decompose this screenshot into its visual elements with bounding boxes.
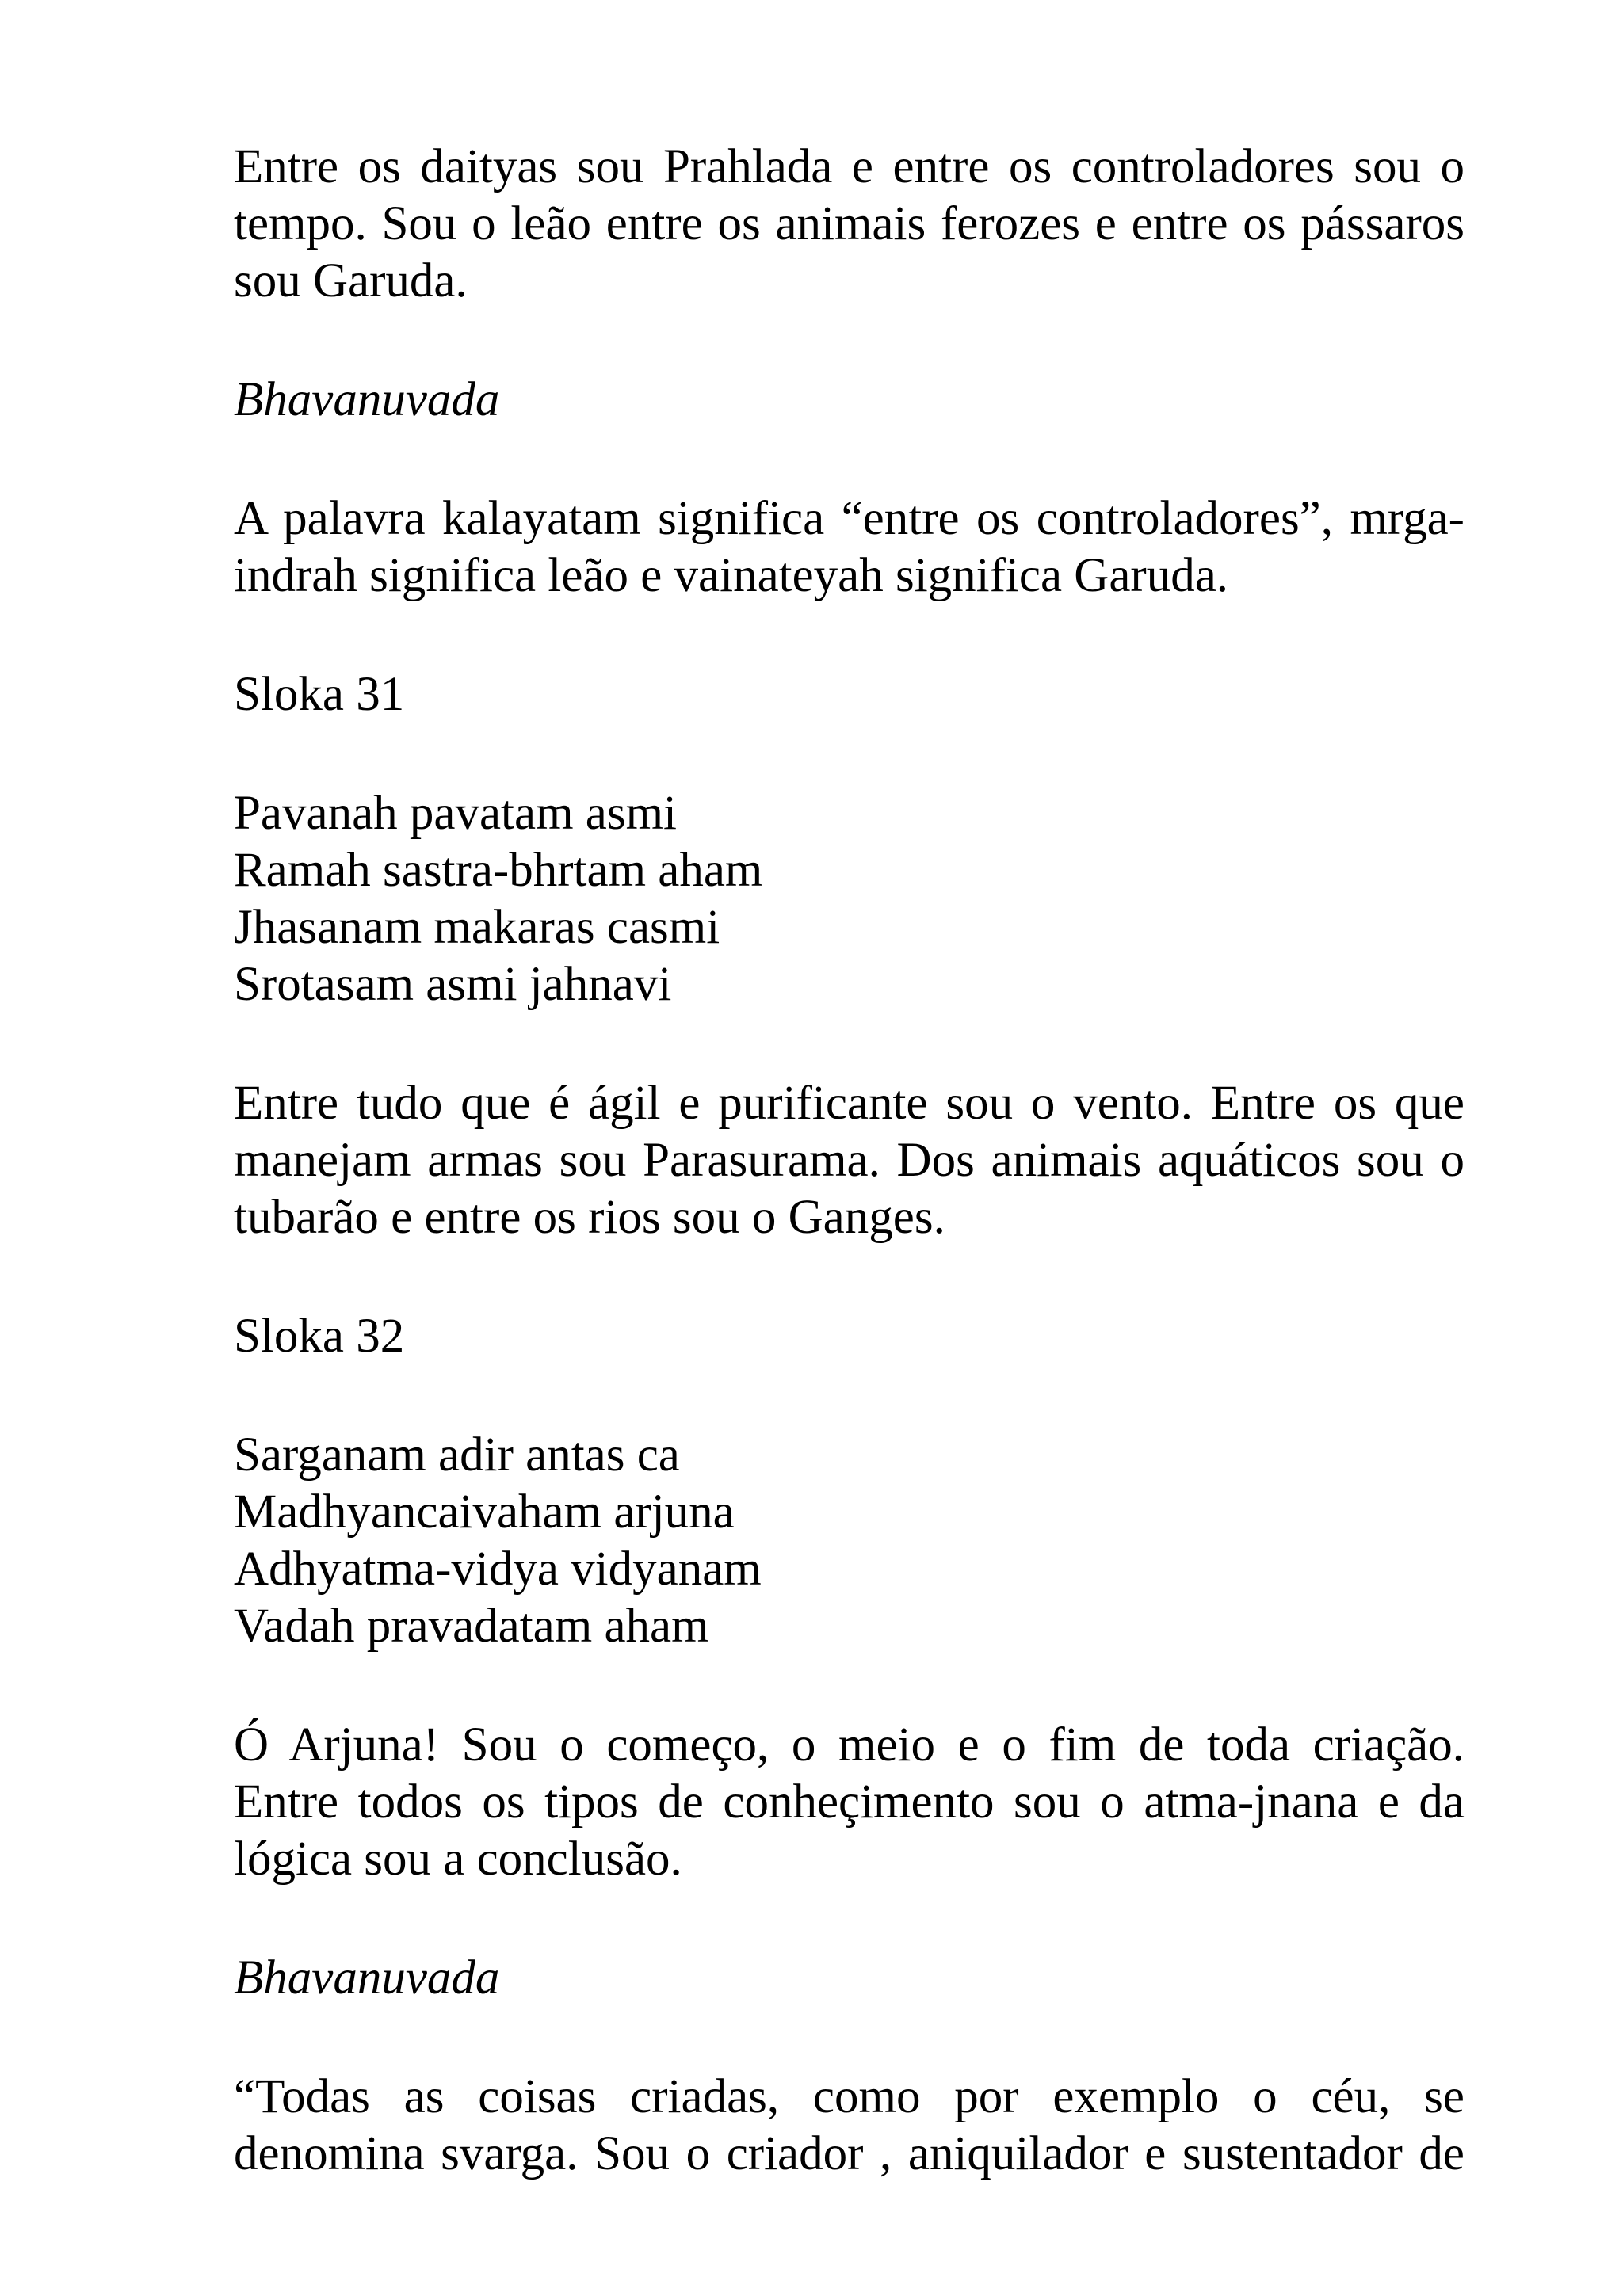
sloka-32-verse [234,1427,1465,1655]
text-line: Entre todos os tipos de conheçimento sou o atma-jnana e da [234,1775,1465,1829]
text-line: A palavra kalayatam significa “entre os controladores”, mrga- [234,492,1465,545]
verse-line: Pavanah pavatam asmi [234,787,677,840]
paragraph-svarga [234,2069,1465,2183]
sloka-32-translation [234,1717,1465,1888]
sloka-31-label [234,666,1465,723]
sloka-31-translation [234,1075,1465,1246]
verse-line: Sarganam adir antas ca [234,1428,680,1482]
text-line: denomina svarga. Sou o criador , aniquilador e sustentador de [234,2127,1465,2180]
sloka-31-verse [234,785,1465,1013]
heading-text: Bhavanuvada [234,373,500,426]
sloka-label-text: Sloka 32 [234,1310,405,1363]
verse-line: Vadah pravadatam aham [234,1600,709,1653]
sloka-32-label [234,1308,1465,1365]
paragraph-kalayatam [234,490,1465,605]
section-heading-bhavanuvada [234,1950,1465,2007]
text-line: Entre os daityas sou Prahlada e entre os controladores sou o [234,140,1465,193]
verse-line: Adhyatma-vidya vidyanam [234,1543,762,1596]
text-line: sou Garuda. [234,254,468,307]
verse-line: Ramah sastra-bhrtam aham [234,844,763,897]
verse-line: Jhasanam makaras casmi [234,901,720,954]
section-heading-bhavanuvada [234,372,1465,429]
text-line: manejam armas sou Parasurama. Dos animais aquáticos sou o [234,1134,1465,1187]
verse-line: Madhyancaivaham arjuna [234,1486,735,1539]
text-line: tempo. Sou o leão entre os animais ferozes e entre os pássaros [234,197,1465,250]
verse-line: Srotasam asmi jahnavi [234,958,672,1011]
text-line: indrah significa leão e vainateyah significa Garuda. [234,549,1229,602]
text-line: “Todas as coisas criadas, como por exemplo o céu, se [234,2070,1465,2123]
text-line: Ó Arjuna! Sou o começo, o meio e o fim de toda criação. [234,1718,1465,1772]
document-page [234,139,1465,2183]
text-line: Entre tudo que é ágil e purificante sou o vento. Entre os que [234,1077,1465,1130]
paragraph-prahlada [234,139,1465,310]
text-line: lógica sou a conclusão. [234,1833,682,1886]
heading-text: Bhavanuvada [234,1951,500,2004]
text-line: tubarão e entre os rios sou o Ganges. [234,1191,945,1244]
sloka-label-text: Sloka 31 [234,668,405,721]
